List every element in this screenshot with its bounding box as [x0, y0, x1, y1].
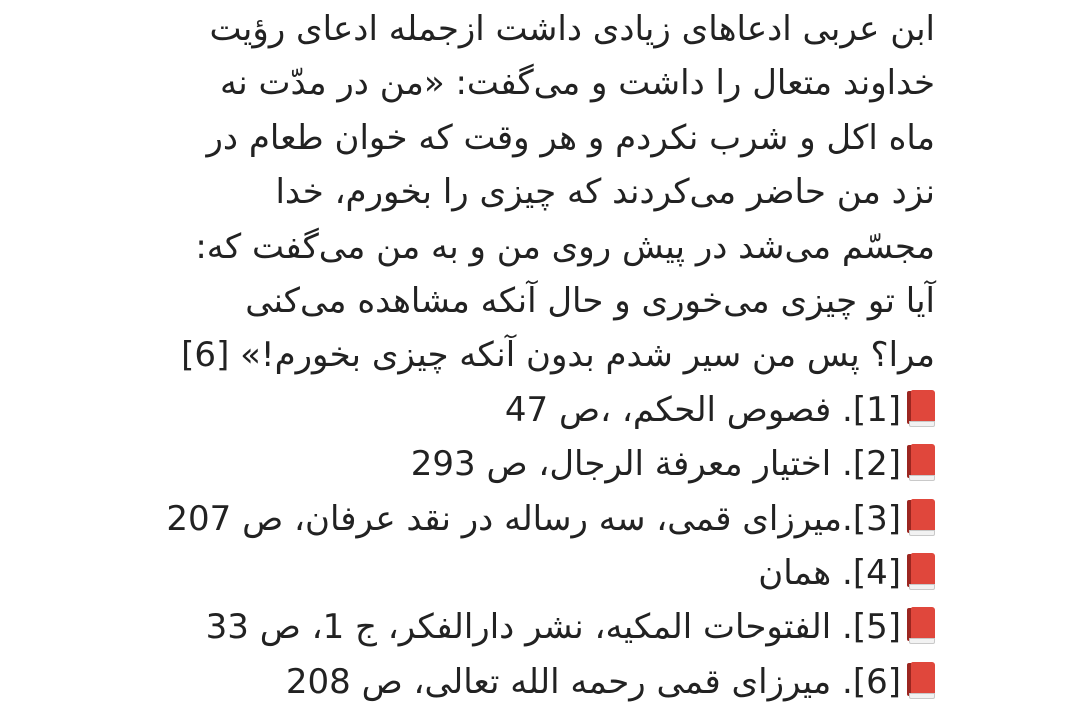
red-book-icon	[905, 662, 935, 700]
footnote-text: . اختیار معرفة الرجال، ص 293	[410, 444, 853, 485]
footnote-ref[interactable]: [2]	[852, 444, 901, 485]
footnote-text: .میرزای قمی، سه رساله در نقد عرفان، ص 207	[166, 498, 853, 539]
footnote-item	[180, 546, 935, 600]
body-paragraph: ابن عربی ادعاهای زیادی داشت ازجمله ادعای رؤیت خداوند متعال را داشت و می‌گفت: «من در مدّت نه ماه اکل و شرب نکردم و هر وقت که خوان طعام در نزد من حاضر می‌کردند که چیزی را بخورم، خدا مجسّم می‌شد در پیش روی من و به من می‌گفت که: آیا تو چیزی می‌خوری و حال آنکه مشاهده می‌کنی مرا؟ پس من سیر شدم بدون آنکه چیزی بخورم!» [6]	[181, 9, 935, 376]
footnote-text: . همان	[758, 553, 853, 594]
footnote-ref[interactable]: [6]	[852, 661, 901, 702]
red-book-icon	[905, 499, 935, 537]
footnote-item	[180, 383, 935, 437]
footnote-ref[interactable]: [4]	[852, 553, 901, 594]
footnote-text: . میرزای قمی رحمه الله تعالی، ص 208	[285, 661, 853, 702]
footnote-item	[166, 492, 935, 546]
footnote-list	[166, 383, 935, 709]
footnote-item	[180, 600, 935, 654]
red-book-icon	[905, 390, 935, 428]
footnote-ref[interactable]: [5]	[852, 607, 901, 648]
footnote-item	[180, 437, 935, 491]
red-book-icon	[905, 607, 935, 645]
red-book-icon	[905, 553, 935, 591]
footnote-ref[interactable]: [3]	[852, 498, 901, 539]
red-book-icon	[905, 444, 935, 482]
document-page	[166, 0, 935, 702]
footnote-text: . الفتوحات المکیه، نشر دارالفکر، ج 1، ص 33	[205, 607, 853, 648]
footnote-ref[interactable]: [1]	[852, 389, 901, 430]
footnote-text: . فصوص الحکم، ،ص 47	[504, 389, 853, 430]
